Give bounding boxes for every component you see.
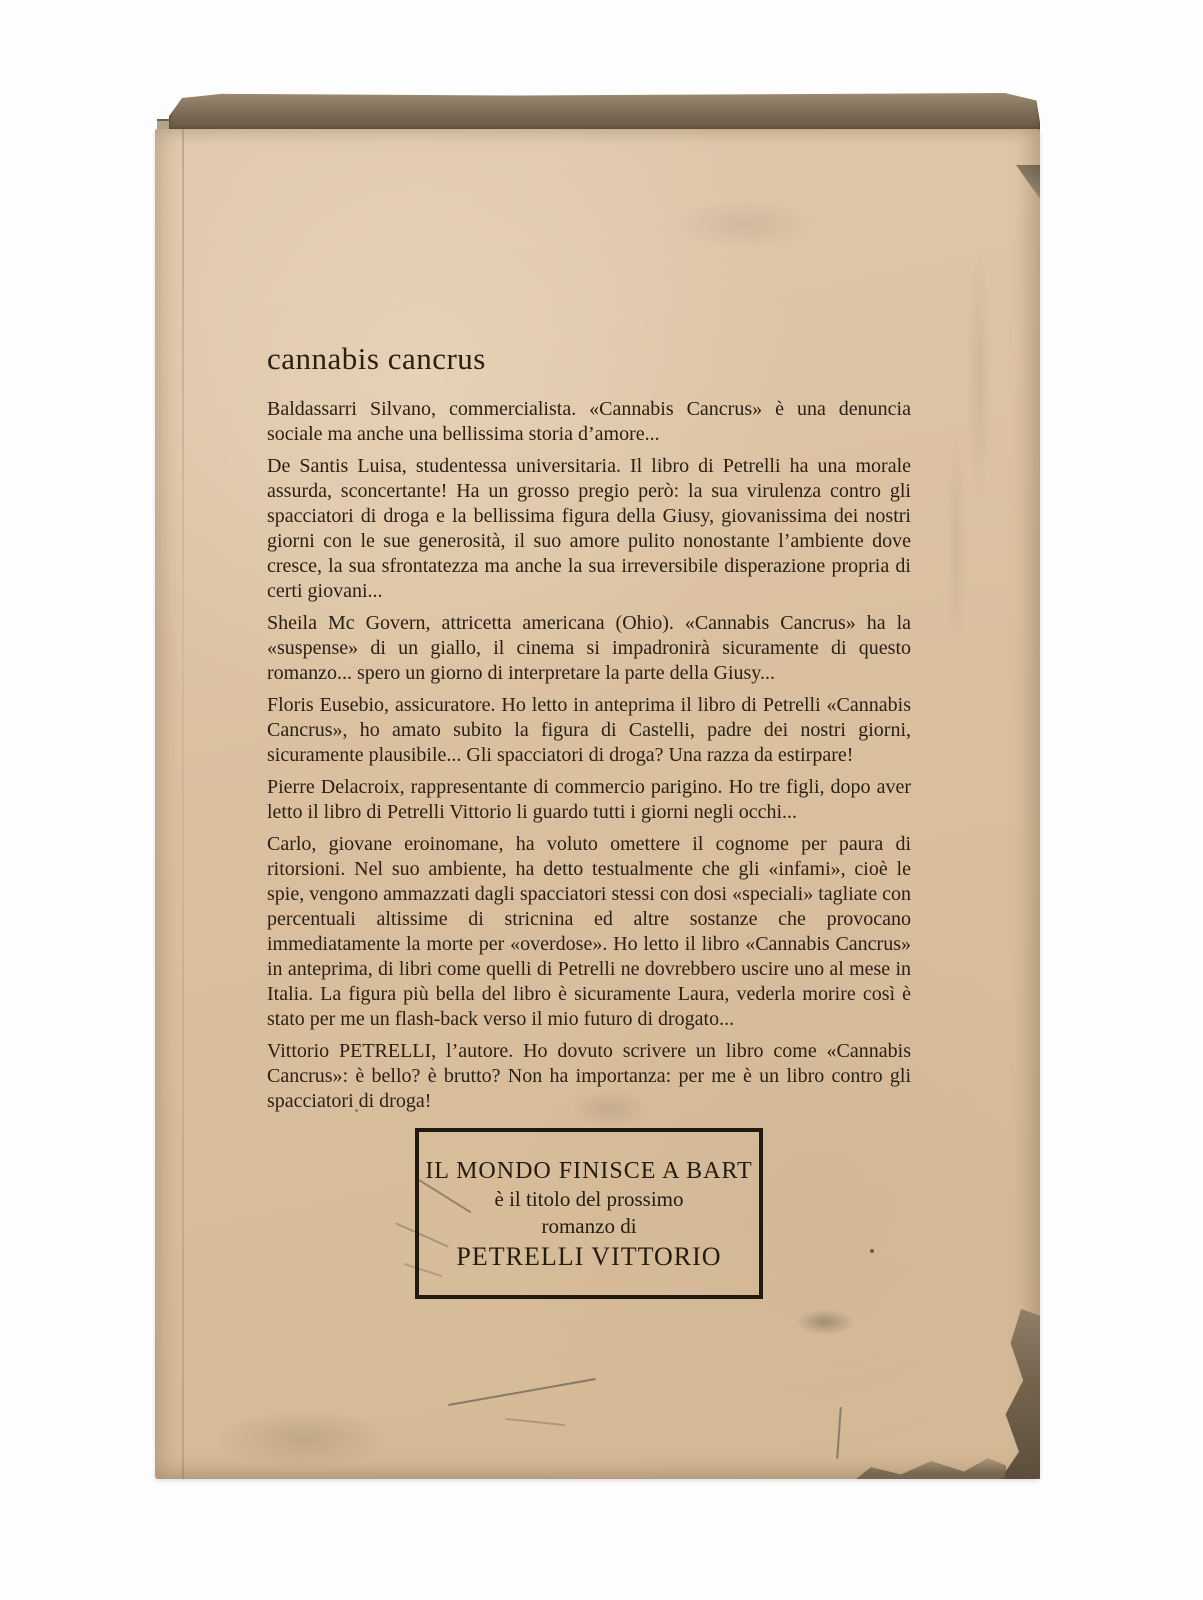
book-title: cannabis cancrus	[267, 341, 486, 376]
announcement-line: è il titolo del prossimo	[494, 1187, 684, 1211]
top-right-corner-fold	[1010, 165, 1040, 199]
stain	[675, 199, 815, 249]
stain	[925, 249, 1015, 669]
scratch-mark	[505, 1418, 565, 1426]
stain	[795, 1309, 855, 1335]
worn-edge-damage	[998, 1309, 1040, 1479]
spine-crease	[182, 129, 184, 1479]
next-book-title: IL MONDO FINISCE A BART	[425, 1158, 753, 1184]
blurb-paragraph: Floris Eusebio, assicuratore. Ho letto in anteprima il libro di Petrelli «Cannabis Cancrus», ho amato subito la figura di Castelli, padre dei nostri giorni, sicuramente plausibile... Gli spacciatori di droga? Una razza da estirpare!	[267, 694, 911, 766]
worn-corner-damage	[856, 1449, 1006, 1479]
blurb-paragraph: Vittorio PETRELLI, l’autore. Ho dovuto scrivere un libro come «Cannabis Cancrus»: è bello? è brutto? Non ha importanza: per me è un libro contro gli spacciatori di droga!	[267, 1040, 911, 1112]
scratch-mark	[836, 1407, 842, 1459]
blurb-paragraph: De Santis Luisa, studentessa universitaria. Il libro di Petrelli ha una morale assurda, sconcertante! Ha un grosso pregio però: la sua virulenza contro gli spacciatori di droga e la bellissima figura della Giusy, giovanissima dei nostri giorni con le sue generosità, il suo amore pulito nonostante l’ambiente dove cresce, la sua sfrontatezza ma anche la sua irreversibile disperazione propria di certi giovani...	[267, 455, 911, 602]
next-book-author: PETRELLI VITTORIO	[456, 1242, 722, 1271]
back-cover-text	[267, 341, 911, 1299]
blurb-paragraph: Pierre Delacroix, rappresentante di commercio parigino. Ho tre figli, dopo aver letto il libro di Petrelli Vittorio li guardo tutti i giorni negli occhi...	[267, 776, 911, 823]
blurb-paragraph: Sheila Mc Govern, attricetta americana (Ohio). «Cannabis Cancrus» ha la «suspense» di un giallo, il cinema si impadronirà sicuramente di questo romanzo... spero un giorno di interpretare la parte della Giusy...	[267, 612, 911, 684]
blurb-paragraph: Baldassarri Silvano, commercialista. «Cannabis Cancrus» è una denuncia sociale ma anche una bellissima storia d’amore...	[267, 398, 911, 445]
announcement-line: romanzo di	[541, 1214, 637, 1238]
blurb-list	[267, 397, 911, 1114]
blurb-paragraph: Carlo, giovane eroinomane, ha voluto omettere il cognome per paura di ritorsioni. Nel suo ambiente, ha detto testualmente che gli «infami», cioè le spie, vengono ammazzati dagli spacciatori stessi con dosi «speciali» tagliate con percentuali altissime di stricnina ed altre sostanze che provocano immediatamente la morte per «overdose». Ho letto il libro «Cannabis Cancrus» in anteprima, di libri come quelli di Petrelli ne dovrebbero uscire uno al mese in Italia. La figura più bella del libro è sicuramente Laura, vederla morire così è stato per me un flash-back verso il mio futuro di drogato...	[267, 833, 911, 1030]
next-book-announcement-box	[415, 1128, 763, 1299]
cover-paper	[155, 129, 1040, 1479]
book-back-cover	[155, 93, 1040, 1479]
stain	[215, 1409, 395, 1469]
scratch-mark	[448, 1378, 596, 1406]
